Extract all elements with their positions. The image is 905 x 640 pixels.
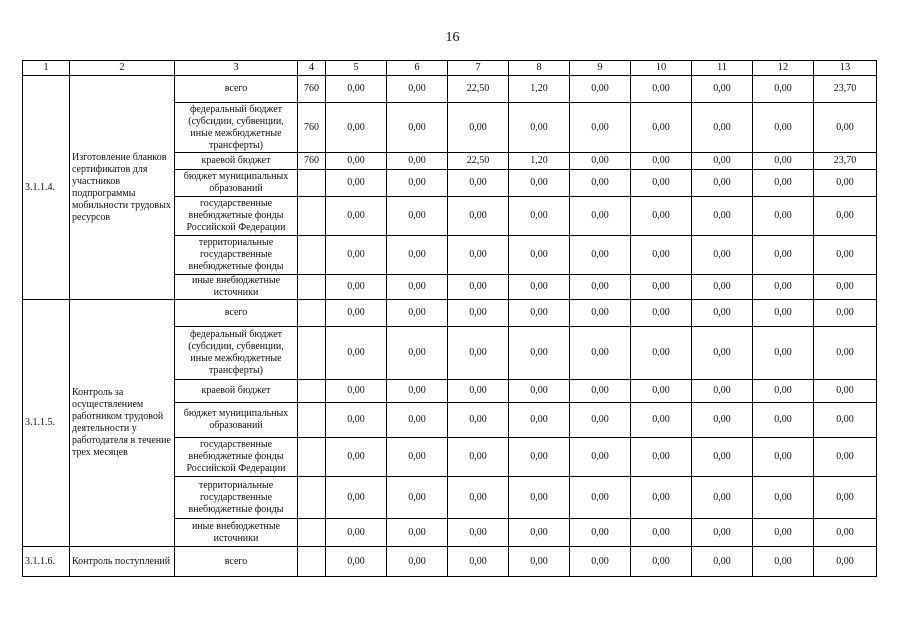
- amount-cell: 0,00: [692, 197, 753, 236]
- amount-cell: 0,00: [387, 275, 448, 300]
- amount-cell: 0,00: [448, 275, 509, 300]
- header-row: [23, 61, 877, 76]
- table-row: [23, 547, 877, 577]
- amount-cell: 0,00: [509, 170, 570, 197]
- budget-code: [298, 547, 326, 577]
- amount-cell: 0,00: [326, 547, 387, 577]
- amount-cell: 0,00: [631, 236, 692, 275]
- amount-cell: 0,00: [753, 403, 814, 438]
- amount-cell: 0,00: [753, 170, 814, 197]
- amount-cell: 0,00: [631, 103, 692, 153]
- funding-source: государственные внебюджетные фонды Российской Федерации: [175, 438, 298, 477]
- amount-cell: 0,00: [448, 327, 509, 380]
- column-header: 11: [692, 61, 753, 76]
- amount-cell: 0,00: [509, 236, 570, 275]
- column-header: 7: [448, 61, 509, 76]
- budget-code: [298, 197, 326, 236]
- amount-cell: 0,00: [814, 170, 877, 197]
- funding-source: всего: [175, 300, 298, 327]
- amount-cell: 0,00: [753, 519, 814, 547]
- amount-cell: 0,00: [753, 76, 814, 103]
- amount-cell: 0,00: [814, 236, 877, 275]
- amount-cell: 0,00: [448, 103, 509, 153]
- budget-table: [22, 60, 877, 577]
- amount-cell: 0,00: [631, 300, 692, 327]
- amount-cell: 0,00: [387, 103, 448, 153]
- funding-source: всего: [175, 547, 298, 577]
- amount-cell: 0,00: [448, 300, 509, 327]
- amount-cell: 0,00: [326, 275, 387, 300]
- amount-cell: 0,00: [692, 300, 753, 327]
- amount-cell: 0,00: [387, 477, 448, 519]
- amount-cell: 0,00: [570, 547, 631, 577]
- column-header: 6: [387, 61, 448, 76]
- budget-code: 760: [298, 76, 326, 103]
- amount-cell: 0,00: [326, 76, 387, 103]
- budget-code: [298, 438, 326, 477]
- table-row: [23, 300, 877, 327]
- amount-cell: 22,50: [448, 153, 509, 170]
- funding-source: федеральный бюджет (субсидии, субвенции, иные межбюджетные трансферты): [175, 103, 298, 153]
- funding-source: государственные внебюджетные фонды Российской Федерации: [175, 197, 298, 236]
- amount-cell: 1,20: [509, 153, 570, 170]
- amount-cell: 0,00: [753, 236, 814, 275]
- funding-source: краевой бюджет: [175, 380, 298, 403]
- amount-cell: 0,00: [387, 380, 448, 403]
- funding-source: иные внебюджетные источники: [175, 519, 298, 547]
- amount-cell: 0,00: [448, 170, 509, 197]
- amount-cell: 0,00: [753, 327, 814, 380]
- amount-cell: 0,00: [631, 197, 692, 236]
- amount-cell: 0,00: [326, 197, 387, 236]
- amount-cell: 0,00: [448, 438, 509, 477]
- budget-code: [298, 327, 326, 380]
- amount-cell: 0,00: [692, 477, 753, 519]
- column-header: 4: [298, 61, 326, 76]
- amount-cell: 0,00: [570, 403, 631, 438]
- amount-cell: 0,00: [326, 438, 387, 477]
- amount-cell: 0,00: [509, 438, 570, 477]
- amount-cell: 0,00: [631, 380, 692, 403]
- item-code: 3.1.1.6.: [23, 547, 70, 577]
- amount-cell: 22,50: [448, 76, 509, 103]
- column-header: 2: [70, 61, 175, 76]
- amount-cell: 0,00: [753, 103, 814, 153]
- amount-cell: 0,00: [692, 438, 753, 477]
- amount-cell: 0,00: [631, 438, 692, 477]
- amount-cell: 0,00: [509, 380, 570, 403]
- amount-cell: 0,00: [814, 519, 877, 547]
- amount-cell: 0,00: [753, 438, 814, 477]
- funding-source: краевой бюджет: [175, 153, 298, 170]
- item-name: Изготовление бланков сертификатов для участников подпрограммы мобильности трудовых ресурсов: [70, 76, 175, 300]
- funding-source: бюджет муниципальных образований: [175, 403, 298, 438]
- amount-cell: 0,00: [448, 403, 509, 438]
- amount-cell: 23,70: [814, 153, 877, 170]
- amount-cell: 0,00: [753, 547, 814, 577]
- amount-cell: 0,00: [387, 438, 448, 477]
- amount-cell: 0,00: [509, 197, 570, 236]
- amount-cell: 0,00: [448, 477, 509, 519]
- item-code: 3.1.1.5.: [23, 300, 70, 547]
- budget-code: [298, 477, 326, 519]
- amount-cell: 0,00: [387, 197, 448, 236]
- amount-cell: 0,00: [631, 153, 692, 170]
- amount-cell: 0,00: [692, 327, 753, 380]
- amount-cell: 0,00: [326, 519, 387, 547]
- amount-cell: 0,00: [326, 153, 387, 170]
- amount-cell: 0,00: [387, 76, 448, 103]
- amount-cell: 0,00: [814, 403, 877, 438]
- amount-cell: 0,00: [570, 275, 631, 300]
- funding-source: всего: [175, 76, 298, 103]
- amount-cell: 0,00: [570, 327, 631, 380]
- amount-cell: 0,00: [326, 103, 387, 153]
- amount-cell: 0,00: [692, 153, 753, 170]
- column-header: 1: [23, 61, 70, 76]
- column-header: 13: [814, 61, 877, 76]
- amount-cell: 0,00: [692, 76, 753, 103]
- amount-cell: 0,00: [570, 380, 631, 403]
- budget-code: [298, 275, 326, 300]
- amount-cell: 0,00: [814, 300, 877, 327]
- amount-cell: 0,00: [814, 275, 877, 300]
- amount-cell: 0,00: [692, 380, 753, 403]
- amount-cell: 0,00: [509, 403, 570, 438]
- amount-cell: 0,00: [570, 170, 631, 197]
- item-name: Контроль поступлений: [70, 547, 175, 577]
- amount-cell: 0,00: [509, 547, 570, 577]
- amount-cell: 0,00: [692, 275, 753, 300]
- budget-code: 760: [298, 103, 326, 153]
- amount-cell: 0,00: [509, 519, 570, 547]
- amount-cell: 0,00: [814, 477, 877, 519]
- amount-cell: 0,00: [570, 197, 631, 236]
- page-number: 16: [445, 30, 460, 45]
- amount-cell: 0,00: [814, 438, 877, 477]
- amount-cell: 0,00: [387, 327, 448, 380]
- amount-cell: 0,00: [509, 103, 570, 153]
- amount-cell: 0,00: [631, 403, 692, 438]
- amount-cell: 0,00: [387, 153, 448, 170]
- amount-cell: 0,00: [387, 547, 448, 577]
- amount-cell: 0,00: [326, 170, 387, 197]
- amount-cell: 0,00: [631, 477, 692, 519]
- amount-cell: 0,00: [509, 327, 570, 380]
- item-name: Контроль за осуществлением работником трудовой деятельности у работодателя в течение трех месяцев: [70, 300, 175, 547]
- amount-cell: 0,00: [570, 103, 631, 153]
- amount-cell: 0,00: [570, 300, 631, 327]
- amount-cell: 0,00: [753, 275, 814, 300]
- amount-cell: 0,00: [631, 76, 692, 103]
- budget-code: [298, 236, 326, 275]
- funding-source: бюджет муниципальных образований: [175, 170, 298, 197]
- amount-cell: 0,00: [326, 403, 387, 438]
- amount-cell: 0,00: [448, 519, 509, 547]
- amount-cell: 0,00: [387, 403, 448, 438]
- amount-cell: 0,00: [631, 170, 692, 197]
- amount-cell: 0,00: [753, 477, 814, 519]
- budget-code: [298, 403, 326, 438]
- amount-cell: 0,00: [814, 380, 877, 403]
- amount-cell: 0,00: [326, 236, 387, 275]
- amount-cell: 0,00: [753, 197, 814, 236]
- amount-cell: 0,00: [692, 103, 753, 153]
- amount-cell: 0,00: [326, 327, 387, 380]
- amount-cell: 0,00: [448, 236, 509, 275]
- budget-code: [298, 380, 326, 403]
- amount-cell: 1,20: [509, 76, 570, 103]
- amount-cell: 0,00: [509, 477, 570, 519]
- amount-cell: 0,00: [448, 547, 509, 577]
- amount-cell: 0,00: [448, 380, 509, 403]
- amount-cell: 0,00: [753, 153, 814, 170]
- amount-cell: 0,00: [448, 197, 509, 236]
- column-header: 8: [509, 61, 570, 76]
- column-header: 10: [631, 61, 692, 76]
- budget-code: [298, 519, 326, 547]
- budget-code: 760: [298, 153, 326, 170]
- amount-cell: 0,00: [814, 547, 877, 577]
- amount-cell: 0,00: [509, 300, 570, 327]
- funding-source: федеральный бюджет (субсидии, субвенции, иные межбюджетные трансферты): [175, 327, 298, 380]
- amount-cell: 0,00: [692, 547, 753, 577]
- amount-cell: 0,00: [631, 547, 692, 577]
- budget-code: [298, 170, 326, 197]
- column-header: 5: [326, 61, 387, 76]
- item-code: 3.1.1.4.: [23, 76, 70, 300]
- amount-cell: 0,00: [387, 519, 448, 547]
- amount-cell: 0,00: [570, 519, 631, 547]
- amount-cell: 0,00: [570, 477, 631, 519]
- amount-cell: 0,00: [387, 170, 448, 197]
- amount-cell: 0,00: [631, 327, 692, 380]
- amount-cell: 0,00: [326, 300, 387, 327]
- amount-cell: 0,00: [814, 103, 877, 153]
- amount-cell: 0,00: [509, 275, 570, 300]
- column-header: 9: [570, 61, 631, 76]
- funding-source: территориальные государственные внебюджетные фонды: [175, 477, 298, 519]
- column-header: 3: [175, 61, 298, 76]
- funding-source: территориальные государственные внебюджетные фонды: [175, 236, 298, 275]
- amount-cell: 0,00: [387, 300, 448, 327]
- amount-cell: 23,70: [814, 76, 877, 103]
- column-header: 12: [753, 61, 814, 76]
- amount-cell: 0,00: [326, 477, 387, 519]
- amount-cell: 0,00: [814, 327, 877, 380]
- amount-cell: 0,00: [753, 300, 814, 327]
- amount-cell: 0,00: [692, 403, 753, 438]
- funding-source: иные внебюджетные источники: [175, 275, 298, 300]
- amount-cell: 0,00: [631, 275, 692, 300]
- amount-cell: 0,00: [814, 197, 877, 236]
- amount-cell: 0,00: [753, 380, 814, 403]
- amount-cell: 0,00: [692, 519, 753, 547]
- table-row: [23, 76, 877, 103]
- amount-cell: 0,00: [326, 380, 387, 403]
- amount-cell: 0,00: [570, 438, 631, 477]
- amount-cell: 0,00: [570, 76, 631, 103]
- amount-cell: 0,00: [692, 170, 753, 197]
- amount-cell: 0,00: [692, 236, 753, 275]
- budget-code: [298, 300, 326, 327]
- amount-cell: 0,00: [570, 153, 631, 170]
- amount-cell: 0,00: [631, 519, 692, 547]
- amount-cell: 0,00: [387, 236, 448, 275]
- amount-cell: 0,00: [570, 236, 631, 275]
